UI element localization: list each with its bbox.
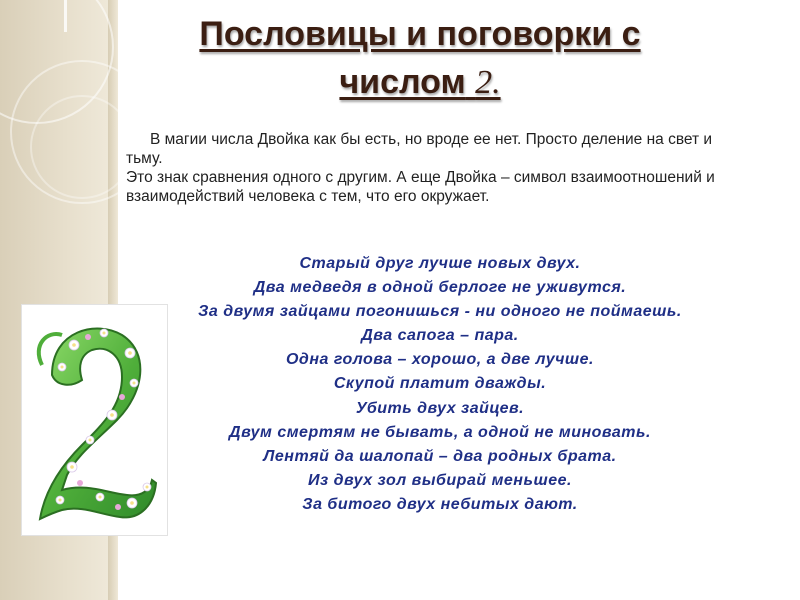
intro-paragraph — [126, 130, 736, 206]
proverb-item: Одна голова – хорошо, а две лучше. — [285, 351, 594, 369]
page-title — [90, 10, 750, 107]
proverb-item: Скупой платит дважды. — [333, 375, 547, 393]
proverb-item: За двумя зайцами погонишься - ни одного не поймаешь. — [198, 303, 682, 321]
intro-line-2: Это знак сравнения одного с другим. А еще Двойка – символ взаимоотношений и взаимодействий человека с тем, что его окружает. — [126, 169, 715, 205]
proverb-item: Двум смертям не бывать, а одной не миновать. — [229, 423, 651, 441]
title-number: 2. — [475, 64, 501, 101]
title-line-1: Пословицы и поговорки с — [199, 15, 641, 53]
proverb-item: Старый друг лучше новых двух. — [299, 255, 581, 272]
proverb-item: За битого двух небитых дают. — [302, 495, 578, 513]
title-word: числом — [339, 63, 466, 101]
intro-line-1: В магии числа Двойка как бы есть, но вроде ее нет. Просто деление на свет и тьму. — [126, 131, 713, 167]
proverbs-list — [120, 252, 760, 517]
proverb-item: Два медведя в одной берлоге не уживутся. — [253, 279, 627, 297]
proverb-item: Убить двух зайцев. — [355, 399, 525, 417]
title-line-2 — [90, 58, 750, 107]
proverb-item: Два сапога – пара. — [361, 327, 519, 345]
proverb-item: Лентяй да шалопай – два родных брата. — [263, 447, 617, 465]
decorative-highlight — [64, 0, 67, 32]
decorative-ring — [30, 95, 134, 199]
proverb-item: Из двух зол выбирай меньшее. — [308, 471, 572, 489]
